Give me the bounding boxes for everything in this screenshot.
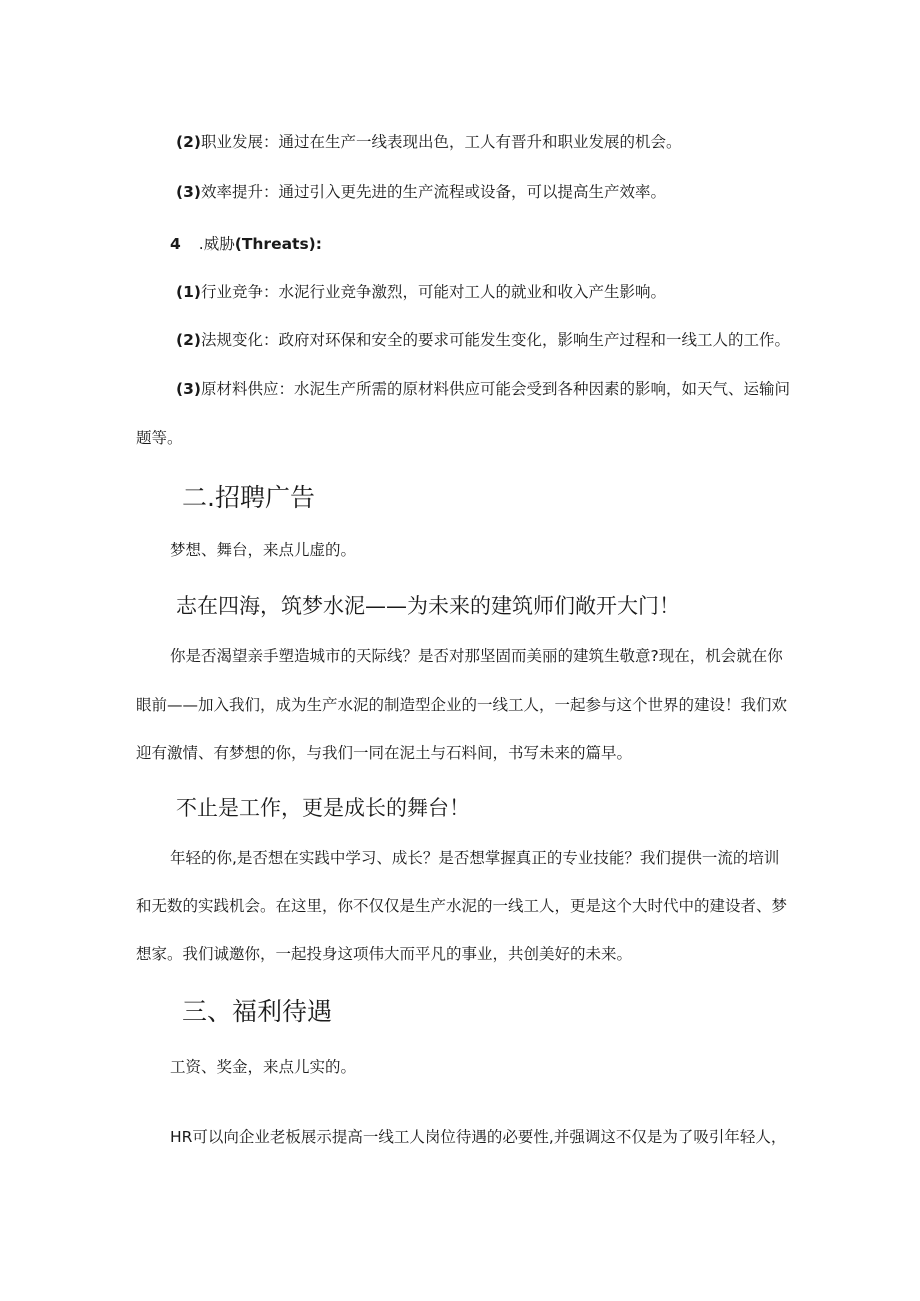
ad1-line-3: 迎有激情、有梦想的你，与我们一同在泥土与石料间，书写未来的篇早。 (136, 744, 633, 762)
opportunity-item-3 (176, 182, 666, 202)
item-number: (3) (176, 183, 201, 201)
ad1-line-2: 眼前——加入我们，成为生产水泥的制造型企业的一线工人，一起参与这个世界的建设！我们欢 (136, 696, 788, 714)
ad2-line-1: 年轻的你,是否想在实践中学习、成长？是否想掌握真正的专业技能？我们提供一流的培训 (170, 849, 780, 867)
benefits-para-line-1: HR可以向企业老板展示提高一线工人岗位待遇的必要性,并强调这不仅是为了吸引年轻人， (170, 1128, 787, 1146)
threat-item-1 (176, 282, 666, 302)
ad-heading-2: 不止是工作，更是成长的舞台！ (176, 796, 470, 820)
heading-en: (Threats): (234, 235, 322, 253)
item-text: 法规变化：政府对环保和安全的要求可能发生变化，影响生产过程和一线工人的工作。 (200, 331, 790, 349)
section-subtitle: 工资、奖金，来点儿实的。 (170, 1058, 357, 1076)
threat-item-2 (176, 330, 790, 350)
threat-item-3-cont: 题等。 (136, 429, 183, 447)
item-number: (1) (176, 283, 201, 301)
ad-heading-1: 志在四海，筑梦水泥——为未来的建筑师们敞开大门！ (176, 594, 680, 618)
ad1-line-1: 你是否渴望亲手塑造城市的天际线？是否对那坚固而美丽的建筑生敬意?现在，机会就在你 (170, 647, 783, 665)
section-title-benefits: 三、福利待遇 (182, 997, 333, 1026)
item-text: 效率提升：通过引入更先进的生产流程或设备，可以提高生产效率。 (200, 183, 666, 201)
opportunity-item-2 (176, 132, 681, 152)
threats-heading (170, 234, 322, 254)
heading-text: .威胁 (198, 235, 235, 253)
item-text: 职业发展：通过在生产一线表现出色，工人有晋升和职业发展的机会。 (200, 133, 682, 151)
item-text: 行业竞争：水泥行业竞争激烈，可能对工人的就业和收入产生影响。 (200, 283, 666, 301)
ad2-line-3: 想家。我们诚邀你，一起投身这项伟大而平凡的事业，共创美好的未来。 (136, 945, 633, 963)
ad2-line-2: 和无数的实践机会。在这里，你不仅仅是生产水泥的一线工人，更是这个大时代中的建设者、梦 (136, 897, 788, 915)
item-text: 原材料供应：水泥生产所需的原材料供应可能会受到各种因素的影响，如天气、运输问 (200, 380, 790, 398)
threat-item-3 (176, 379, 790, 399)
item-number: (3) (176, 380, 201, 398)
section-title-recruitment: 二.招聘广告 (182, 483, 315, 512)
heading-number: 4 (170, 235, 181, 253)
item-number: (2) (176, 133, 201, 151)
item-number: (2) (176, 331, 201, 349)
section-subtitle: 梦想、舞台，来点儿虚的。 (170, 541, 357, 559)
